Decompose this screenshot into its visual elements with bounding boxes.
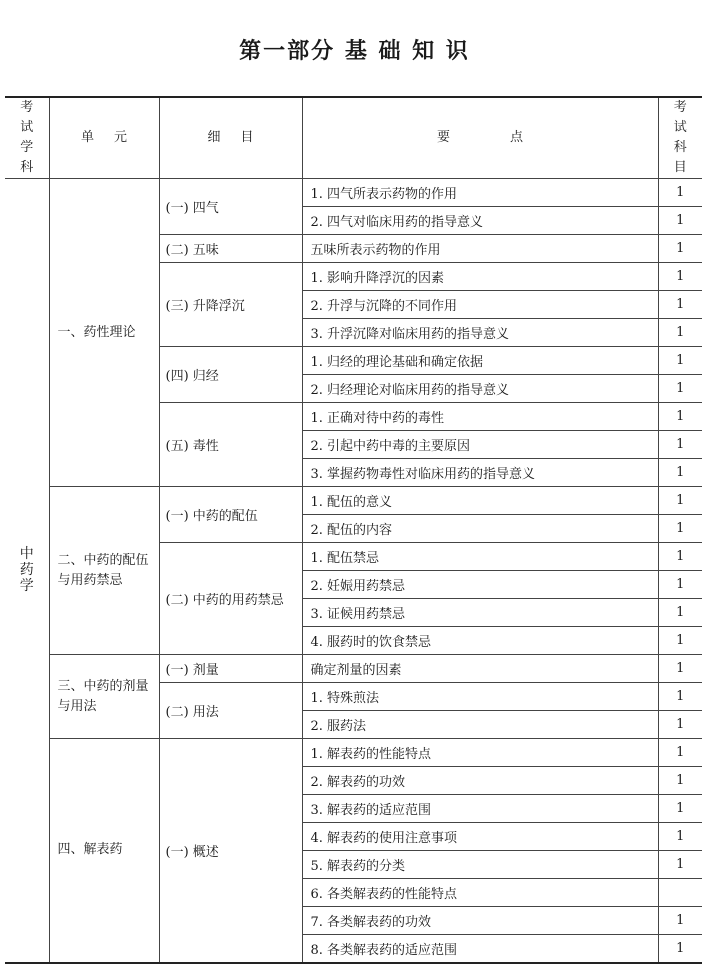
header-exam: 考试科目 bbox=[658, 97, 702, 179]
header-item: 细目 bbox=[159, 97, 302, 179]
point-cell: 6. 各类解表药的性能特点 bbox=[302, 879, 658, 907]
exam-mark-cell: 1 bbox=[658, 235, 702, 263]
exam-mark-cell: 1 bbox=[658, 515, 702, 543]
point-cell: 五味所表示药物的作用 bbox=[302, 235, 658, 263]
exam-mark-cell: 1 bbox=[658, 347, 702, 375]
table-row bbox=[5, 487, 702, 515]
point-cell: 3. 掌握药物毒性对临床用药的指导意义 bbox=[302, 459, 658, 487]
exam-mark-cell: 1 bbox=[658, 907, 702, 935]
page-title: 第一部分 基 础 知 识 bbox=[239, 39, 470, 64]
exam-mark-cell: 1 bbox=[658, 543, 702, 571]
table-body bbox=[5, 179, 702, 963]
item-cell: (四) 归经 bbox=[159, 347, 302, 403]
unit-cell: 二、中药的配伍与用药禁忌 bbox=[49, 487, 159, 655]
point-cell: 确定剂量的因素 bbox=[302, 655, 658, 683]
item-cell: (二) 用法 bbox=[159, 683, 302, 739]
point-cell: 1. 归经的理论基础和确定依据 bbox=[302, 347, 658, 375]
table-row bbox=[5, 655, 702, 683]
point-cell: 2. 服药法 bbox=[302, 711, 658, 739]
point-cell: 4. 解表药的使用注意事项 bbox=[302, 823, 658, 851]
exam-mark-cell: 1 bbox=[658, 823, 702, 851]
item-cell: (二) 中药的用药禁忌 bbox=[159, 543, 302, 655]
item-cell: (一) 中药的配伍 bbox=[159, 487, 302, 543]
item-cell: (一) 剂量 bbox=[159, 655, 302, 683]
exam-mark-cell: 1 bbox=[658, 291, 702, 319]
header-row bbox=[5, 97, 702, 179]
item-cell: (三) 升降浮沉 bbox=[159, 263, 302, 347]
exam-mark-cell: 1 bbox=[658, 375, 702, 403]
point-cell: 2. 引起中药中毒的主要原因 bbox=[302, 431, 658, 459]
header-subject: 考试学科 bbox=[5, 97, 49, 179]
exam-mark-cell: 1 bbox=[658, 263, 702, 291]
exam-mark-cell: 1 bbox=[658, 739, 702, 767]
item-cell: (二) 五味 bbox=[159, 235, 302, 263]
point-cell: 1. 配伍禁忌 bbox=[302, 543, 658, 571]
exam-mark-cell: 1 bbox=[658, 795, 702, 823]
point-cell: 1. 配伍的意义 bbox=[302, 487, 658, 515]
point-cell: 2. 升浮与沉降的不同作用 bbox=[302, 291, 658, 319]
item-cell: (一) 概述 bbox=[159, 739, 302, 963]
exam-mark-cell: 1 bbox=[658, 935, 702, 963]
point-cell: 7. 各类解表药的功效 bbox=[302, 907, 658, 935]
point-cell: 3. 证候用药禁忌 bbox=[302, 599, 658, 627]
unit-cell: 三、中药的剂量与用法 bbox=[49, 655, 159, 739]
exam-mark-cell: 1 bbox=[658, 179, 702, 207]
exam-mark-cell: 1 bbox=[658, 711, 702, 739]
item-cell: (五) 毒性 bbox=[159, 403, 302, 487]
exam-mark-cell: 1 bbox=[658, 459, 702, 487]
point-cell: 2. 归经理论对临床用药的指导意义 bbox=[302, 375, 658, 403]
table-row bbox=[5, 179, 702, 207]
syllabus-table bbox=[5, 96, 702, 964]
point-cell: 2. 四气对临床用药的指导意义 bbox=[302, 207, 658, 235]
table-row bbox=[5, 739, 702, 767]
point-cell: 5. 解表药的分类 bbox=[302, 851, 658, 879]
exam-mark-cell: 1 bbox=[658, 655, 702, 683]
point-cell: 4. 服药时的饮食禁忌 bbox=[302, 627, 658, 655]
point-cell: 3. 升浮沉降对临床用药的指导意义 bbox=[302, 319, 658, 347]
point-cell: 1. 解表药的性能特点 bbox=[302, 739, 658, 767]
unit-cell: 四、解表药 bbox=[49, 739, 159, 963]
exam-mark-cell: 1 bbox=[658, 767, 702, 795]
exam-mark-cell: 1 bbox=[658, 319, 702, 347]
header-unit: 单元 bbox=[49, 97, 159, 179]
exam-mark-cell: 1 bbox=[658, 207, 702, 235]
unit-cell: 一、药性理论 bbox=[49, 179, 159, 487]
exam-mark-cell: 1 bbox=[658, 571, 702, 599]
point-cell: 1. 影响升降浮沉的因素 bbox=[302, 263, 658, 291]
point-cell: 3. 解表药的适应范围 bbox=[302, 795, 658, 823]
exam-mark-cell: 1 bbox=[658, 627, 702, 655]
exam-mark-cell: 1 bbox=[658, 431, 702, 459]
subject-cell bbox=[5, 179, 49, 963]
exam-mark-cell bbox=[658, 879, 702, 907]
point-cell: 1. 特殊煎法 bbox=[302, 683, 658, 711]
point-cell: 1. 四气所表示药物的作用 bbox=[302, 179, 658, 207]
exam-mark-cell: 1 bbox=[658, 487, 702, 515]
point-cell: 2. 配伍的内容 bbox=[302, 515, 658, 543]
subject-label: 中药学 bbox=[19, 546, 34, 595]
exam-mark-cell: 1 bbox=[658, 851, 702, 879]
point-cell: 2. 妊娠用药禁忌 bbox=[302, 571, 658, 599]
exam-mark-cell: 1 bbox=[658, 683, 702, 711]
point-cell: 1. 正确对待中药的毒性 bbox=[302, 403, 658, 431]
item-cell: (一) 四气 bbox=[159, 179, 302, 235]
point-cell: 2. 解表药的功效 bbox=[302, 767, 658, 795]
exam-mark-cell: 1 bbox=[658, 403, 702, 431]
header-point: 要点 bbox=[302, 97, 658, 179]
point-cell: 8. 各类解表药的适应范围 bbox=[302, 935, 658, 963]
exam-mark-cell: 1 bbox=[658, 599, 702, 627]
